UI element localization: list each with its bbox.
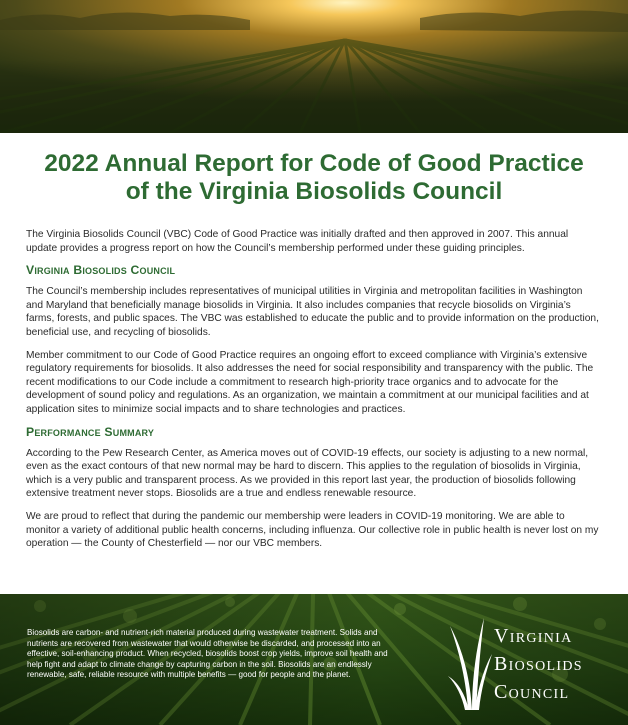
report-title-line-2: of the Virginia Biosolids Council bbox=[125, 178, 503, 205]
vbc-logo bbox=[448, 614, 618, 714]
report-title-line-1: 2022 Annual Report for Code of Good Practice bbox=[44, 150, 584, 177]
intro-paragraph: The Virginia Biosolids Council (VBC) Code of Good Practice was initially drafted and then approved in 2007. This annual update provides a progress report on how the Council’s membership performed under these guiding principles. bbox=[26, 229, 569, 254]
logo-word-virginia: Virginia bbox=[494, 625, 573, 647]
report-title bbox=[0, 150, 628, 206]
footer-banner bbox=[0, 594, 628, 725]
council-paragraph-1: The Council’s membership includes representatives of municipal utilities in Virginia and metropolitan facilities in Washington and Maryland that beneficially manage biosolids in Virginia. It also includes companies that recycle biosolids on Virginia’s farms, forests, and public spaces. The VBC was established to educate the public and to provide information on the production, beneficial use, and recycling of biosolids. bbox=[26, 286, 599, 338]
section-heading-council: Virginia Biosolids Council bbox=[26, 263, 176, 278]
section-heading-performance: Performance Summary bbox=[26, 424, 155, 439]
council-paragraph-2: Member commitment to our Code of Good Practice requires an ongoing effort to exceed compliance with Virginia’s extensive regulatory requirements for biosolids. It also addresses the need for social responsibility and transparency with the public. The recent modifications to our Code include a commitment to research high-priority trace organics and to advocate for the development of sound policy and regulations. As an organization, we maintain a commitment at our municipal facilities and at application sites to minimize social impacts and to share technologies and practices. bbox=[26, 349, 594, 415]
performance-paragraph-2: We are proud to reflect that during the pandemic our membership were leaders in COVID-19 monitoring. We are able to monitor a variety of additional public health concerns, including influenza. Our collective role in public health is never lost on my operation — the County of Chesterfield — nor our VBC members. bbox=[26, 510, 599, 550]
logo-word-biosolids: Biosolids bbox=[494, 653, 583, 675]
header-field-photo bbox=[0, 0, 628, 133]
performance-paragraph-1: According to the Pew Research Center, as America moves out of COVID-19 effects, our society is adjusting to a new normal, even as the exact contours of that new normal may be hard to discern. This applies to the regulation of biosolids in Virginia, which is a very public and transparent process. As we provided in this report last year, the production of biosolids following extensive treatment never stops. Biosolids are a true and endless renewable resource. bbox=[26, 447, 589, 500]
report-body bbox=[26, 228, 600, 551]
biosolids-definition-text: Biosolids are carbon- and nutrient-rich material produced during wastewater treatment. Solids and nutrients are recovered from wastewater that would otherwise be discarded, and processed into an effective, soil-enhancing product. When recycled, biosolids boost crop yields, improve soil health and help fight and adapt to climate change by capturing carbon in the soil. Biosolids are an endlessly renewable, safe, reliable resource with multiple benefits — good for people and the planet. bbox=[27, 628, 388, 680]
sunrise-field-image bbox=[0, 0, 628, 133]
logo-word-council: Council bbox=[494, 681, 570, 703]
grass-sprout-icon bbox=[448, 618, 492, 710]
biosolids-definition bbox=[27, 628, 397, 681]
